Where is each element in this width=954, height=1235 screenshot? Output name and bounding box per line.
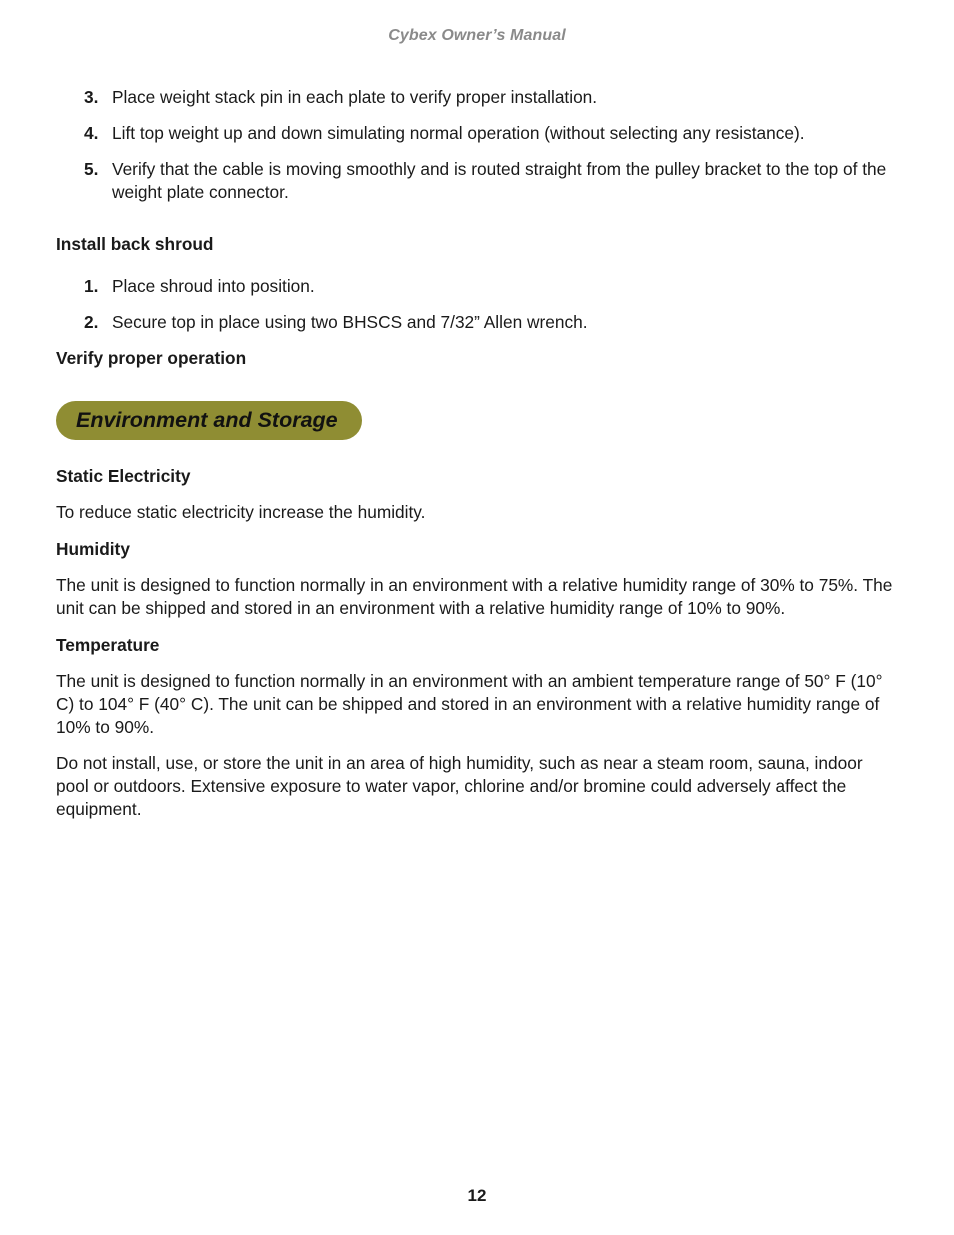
list-item xyxy=(84,122,896,145)
step-number: 2. xyxy=(84,312,99,332)
step-number: 4. xyxy=(84,123,99,143)
step-text: Place weight stack pin in each plate to verify proper installation. xyxy=(112,87,598,107)
back-shroud-steps-list xyxy=(56,275,896,334)
step-text: Lift top weight up and down simulating normal operation (without selecting any resistance). xyxy=(112,123,805,143)
step-number: 5. xyxy=(84,159,99,179)
verify-heading: Verify proper operation xyxy=(56,348,247,368)
static-electricity-text: To reduce static electricity increase the humidity. xyxy=(56,502,426,522)
step-number: 3. xyxy=(84,87,99,107)
step-text: Secure top in place using two BHSCS and 7/32” Allen wrench. xyxy=(112,312,588,332)
temperature-heading: Temperature xyxy=(56,635,160,655)
page-content xyxy=(56,86,896,821)
section-title: Environment and Storage xyxy=(76,408,338,432)
install-steps-list xyxy=(56,86,896,204)
list-item xyxy=(84,311,896,334)
step-text: Verify that the cable is moving smoothly and is routed straight from the pulley bracket to the top of the weight plate connector. xyxy=(112,159,887,202)
humidity-heading: Humidity xyxy=(56,539,130,559)
step-text: Place shroud into position. xyxy=(112,276,315,296)
list-item xyxy=(84,86,896,109)
humidity-warning-text: Do not install, use, or store the unit in an area of high humidity, such as near a steam room, sauna, indoor pool or outdoors. Extensive exposure to water vapor, chlorine and/or bromine could adversely affect the equipment. xyxy=(56,753,863,819)
static-electricity-heading: Static Electricity xyxy=(56,466,191,486)
list-item xyxy=(84,275,896,298)
temperature-text: The unit is designed to function normally in an environment with an ambient temperature range of 50° F (10° C) to 104° F (40° C). The unit can be shipped and stored in an environment with a relative humidity range of 10% to 90%. xyxy=(56,671,883,737)
step-number: 1. xyxy=(84,276,99,296)
humidity-text: The unit is designed to function normally in an environment with a relative humidity range of 30% to 75%. The unit can be shipped and stored in an environment with a relative humidity range of 10% to 90%. xyxy=(56,575,893,618)
list-item xyxy=(84,158,896,204)
page-number: 12 xyxy=(467,1186,487,1205)
section-banner-environment xyxy=(56,401,362,440)
manual-header: Cybex Owner’s Manual xyxy=(388,27,566,44)
back-shroud-heading: Install back shroud xyxy=(56,234,214,254)
